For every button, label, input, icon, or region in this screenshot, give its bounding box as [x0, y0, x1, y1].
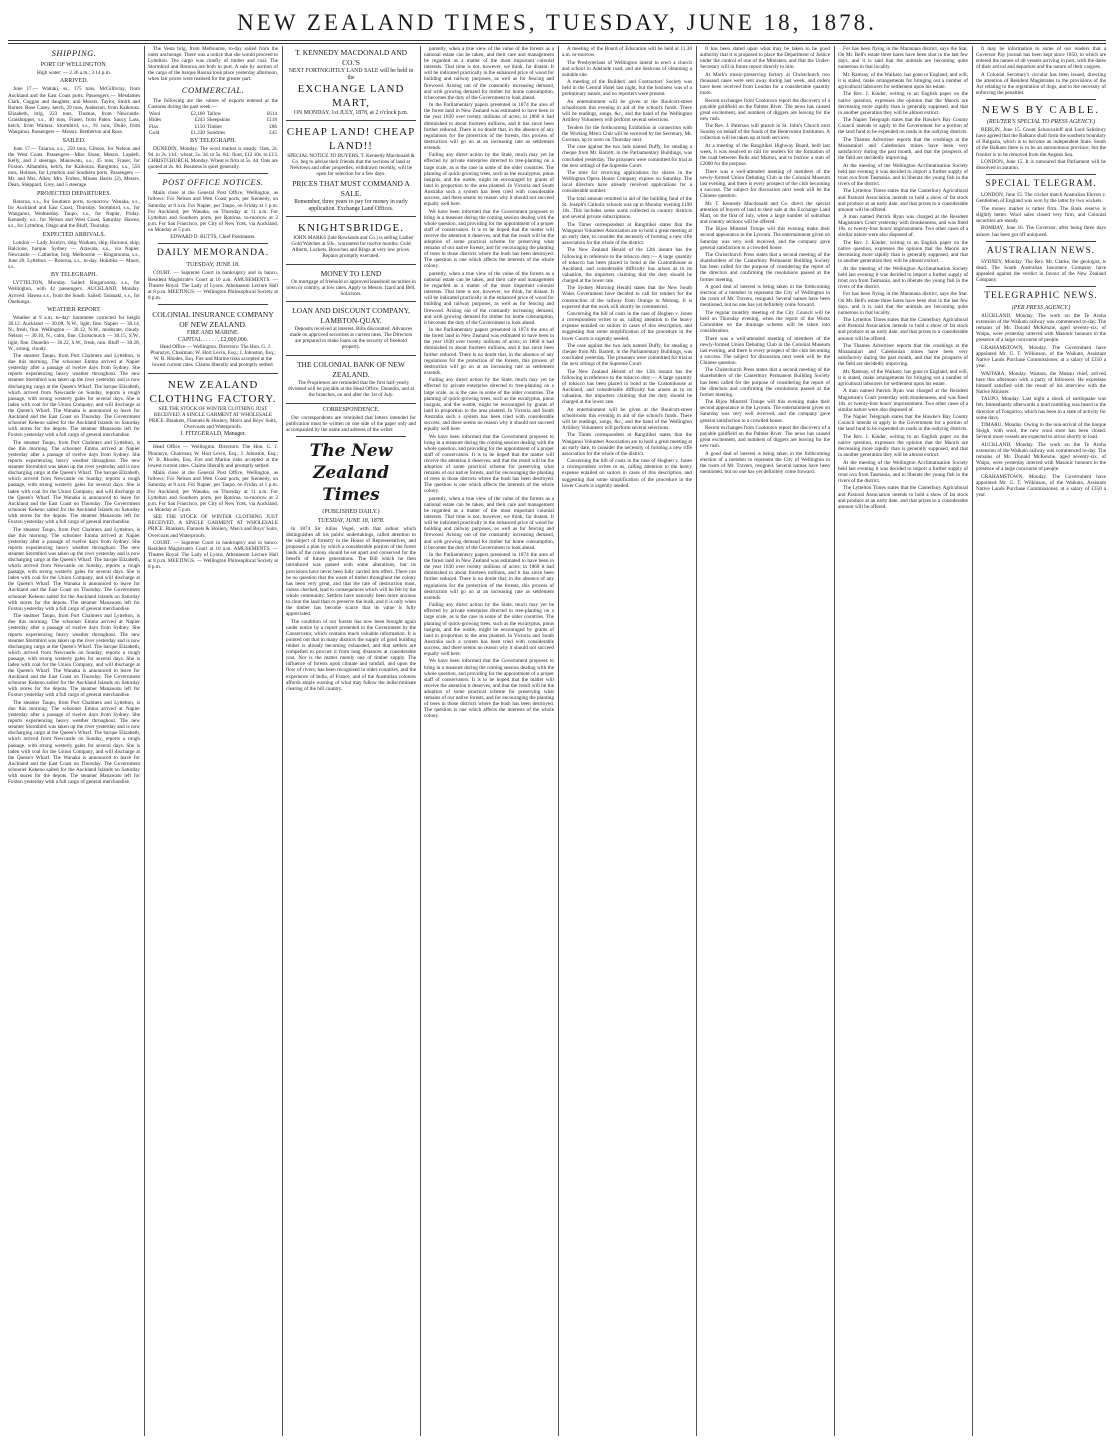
editorial-text: In 1874 Sir Julius Vogel, with that ardour which distinguishes all his public undertakings, called attention to the subject of forestry in the House of Representatives, and proposed a plan by which a considerable portion of the forest lands of the colony should be set apart and conserved for the benefit of future generations. The Bill which he then introduced was passed with some alterations, but its provisions have never been fully carried into effect. There can be no question that the waste of timber throughout the colony has been very great, and that the rate of destruction must, unless checked, lead to consequences which will be felt by the whole community. Settlers have naturally been more anxious to clear the land than to preserve the bush, and it is only when the timber has become scarce that its value is fully appreciated. [286, 525, 416, 618]
news-item: Mr. Ramsay, of the Waikato, has gone to England, and will, it is stated, make arrangements for bringing out a number of agricultural labourers for settlement upon his estate. [838, 71, 968, 90]
news-item: The Bijou Minstrel Troupe will this evening make their second appearance in the Lyceum. The entertainment given on Saturday was very well received, and the company gave general satisfaction to a crowded house. [700, 399, 830, 424]
weather-text: Weather at 9 a.m. to-day: barometer corrected for height 30.12. Auckland — 30.08, N.W., light, fine. Napier — 30.14, N., fresh, fine. Wellington — 30.12, N.W., moderate, cloudy. Nelson — 30.10, N., calm, fine. Christchurch — 30.15, S.W., light, fine. Dunedin — 30.22, S.W., fresh, rain. Bluff — 30.28, W., strong, cloudy. [8, 315, 140, 352]
telegraphic-item: WAITARA, Monday. Waitara, the Mokau chief, arrived here this afternoon with a party of followers. He expresses himself satisfied with the result of his interview with the Native Minister. [976, 370, 1106, 395]
advertisement-loan-discount [286, 304, 416, 356]
ad-title: MONEY TO LEND [320, 268, 382, 278]
column-editorial [424, 46, 554, 1436]
exports-cell: £1,230 [190, 129, 205, 136]
ad-title: KNIGHTSBRIDGE. [298, 221, 404, 234]
ad-title: T. KENNEDY MACDONALD AND CO.'S [294, 48, 408, 67]
column-local-news-2 [700, 46, 830, 1436]
shipping-continued: The Vesta brig, from Melbourne, to-day sailed from the outer anchorage. There was a notice that she would proceed to Lyttelton. The cargo was chiefly of timber and coal. The Stormbird and Rotorua are both in port. A sale by auction of the cargo of the barque Rosina took place yesterday afternoon, when fair prices were realised for the greater part. [148, 46, 278, 83]
news-item: Tenders for the forthcoming Exhibition in connection with the Working Men's Club will be received by the Secretary, Mr. Gorman, up to noon on Thursday next. [562, 124, 692, 143]
news-item: The New Zealand Herald of the 12th instant has the following in reference to the tobacco duty:— A large quantity of tobacco has been placed in bond at the Customhouse at Auckland, and considerable difficulty has arisen as to its valuation, the importers claiming that the duty should be charged at the lower rate. [562, 247, 692, 284]
ad-title: COLONIAL INSURANCE COMPANY OF NEW ZEALAND. [152, 309, 274, 329]
shipping-body: The steamer Taupo, from Port Chalmers and Lyttelton, is due this morning. The schooner Emma arrived at Napier yesterday after a passage of twelve days from Sydney. She reports experiencing heavy weather throughout. The new steamer Stormbird was taken up the river yesterday and is now discharging cargo at the Queen's Wharf. The barque Elizabeth, which arrived from Newcastle on Sunday, reports a rough passage, with strong westerly gales for several days. She is laden with coal for the Union Company, and will discharge at the Queen's Wharf. The Wanaka is announced to leave for Auckland and the East Coast on Thursday. The Government schooner Kekeno sailed for the Auckland Islands on Saturday with stores for the depots. The steamer Manawatu left for Foxton yesterday with a full cargo of general merchandise. [8, 353, 140, 439]
weather-heading: WEATHER REPORT. [47, 307, 101, 314]
news-item: Concerning the bill of costs in the case of Hogben v. Jones a correspondent writes to us, calling attention to the heavy expense entailed on suitors in cases of this description, and suggesting that some simplification of the procedure in the lower Courts is urgently needed. [562, 458, 692, 489]
news-item: A good deal of interest is being taken in the forthcoming election of a member to represent the City of Wellington in the room of Mr. Travers, resigned. Several names have been mentioned, but no one has yet definitely come forward. [700, 283, 830, 309]
column-advertisements [286, 46, 416, 1436]
news-item: The Thames Advertiser reports that the crushings at the Moanataiari and Caledonian mines have been very satisfactory during the past month, and that the prospects of the field are decidedly improving. [838, 343, 968, 368]
australian-news-item: SYDNEY, Monday. The Rev. Mr. Clarke, the geologist, is dead. The South Australian Insurance Company have appealed against the verdict in favour of the New Zealand Company. [976, 258, 1106, 283]
cable-news-subtitle: (REUTER'S SPECIAL TO PRESS AGENCY.) [986, 119, 1096, 126]
ad-body: SPECIAL NOTICE TO BUYERS. T. Kennedy Macdonald & Co. beg to advise their friends that the sections of land at Newtown and other properties, withdrawn recently, will be open for selection for a few days. [287, 153, 415, 178]
ad-date: ON MONDAY, 1st JULY, 1878, at 2 o'clock p.m. [293, 110, 409, 116]
editorial-paragraph: We have been informed that the Government proposes to bring in a measure during the coming session dealing with the whole question, and providing for the appointment of a proper staff of conservators. It is to be hoped that the matter will receive the attention it deserves, and that the result will be the adoption of some practical scheme for preserving what remains of our native forests, and for encouraging the planting of trees in those districts where the bush has been destroyed. The question is one which affects the interests of the whole colony. [424, 208, 554, 270]
news-item: For has been flying in the Matanana district, says the Star. On Mr. Bell's estate three hares have been shot in the last few days, and it is said that the animals are becoming quite numerous in that locality. [838, 291, 968, 316]
column-local-news-1 [562, 46, 692, 1436]
section-heading-commercial: COMMERCIAL. [181, 84, 245, 95]
advertisement-money-to-lend [286, 267, 416, 303]
editorial-paragraph: parently, when a true view of the value of the forests as a national estate can be taken, and their care and management be regarded as a matter of the most important colonial interests. That time is not, however, we think, far distant. It will be indicated practically in the enhanced price of wood for building and railway purposes, as well as for fencing and firewood. Arising out of the constantly increasing demand, and with growing demand for timber for home consumption, it becomes the duty of the Government to look ahead. [424, 46, 554, 101]
exports-cell: £118 [266, 117, 277, 124]
special-telegram-item: BOMBAY, June 16. The Governor, after being three days ashore, has been got off uninjured. [976, 225, 1106, 238]
news-item: The case against the two lads named Duffy, for stealing a cheque from Mr. Barrett, in the Parliamentary Buildings, was concluded yesterday. The prisoners were committed for trial at the next sittings of the Supreme Court. [562, 144, 692, 169]
section-heading-shipping: SHIPPING. [51, 48, 97, 58]
news-item: There was a well-attended meeting of members of the newly-formed Union Debating Club in the Colonial Museum last evening, and there is every prospect of the club becoming a success. The subject for discussion next week will be the Chinese question. [700, 335, 830, 366]
exports-cell: Tallow [206, 111, 222, 118]
news-item: The regular monthly meeting of the City Council will be held on Thursday evening, when the report of the Works Committee on the drainage scheme will be taken into consideration. [700, 309, 830, 335]
exports-cell: £614 [266, 111, 277, 118]
news-item: The Presbyterians of Wellington intend to erect a church and school in Adelaide road, and are desirous of obtaining a suitable site. [562, 59, 692, 78]
section-heading-cable-news: NEWS BY CABLE. [981, 104, 1101, 117]
ad-title: THE COLONIAL BANK OF NEW ZEALAND. [296, 359, 406, 379]
ad-title: NEW ZEALAND CLOTHING FACTORY. [149, 378, 277, 405]
news-item: The case against the two lads named Duffy, for stealing a cheque from Mr. Barrett, in the Parliamentary Buildings, was concluded yesterday. The prisoners were committed for trial at the next sittings of the Supreme Court. [562, 343, 692, 368]
telegraphic-item: GRAHAMSTOWN, Monday. The Government have appointed Mr. G. T. Wilkinson, of the Waikato, Assistant Native Lands Purchase Commissioner, at a salary of £350 a year. [976, 344, 1106, 370]
column-filler: Mails close at the General Post Office, Wellington, as follows: For Nelson and West Coast ports, per Kennedy, on Saturday at 9 a.m. For Napier, per Taupo, on Friday at 1 p.m. For Auckland, per Wanaka, on Thursday at 11 a.m. For Lyttelton and Southern ports, per Rotorua, to-morrow at 2 p.m. For San Francisco, per City of New York, via Auckland, on Monday at 5 p.m. [148, 470, 278, 513]
advertisement-colonial-bank [286, 358, 416, 404]
news-item: An entertainment will be given at the Boulcott-street schoolroom this evening in aid of the school's funds. There will be readings, songs, &c., and the band of the Wellington Artillery Volunteers will perform several selections. [562, 98, 692, 124]
ad-body: JOHN MARKS (late Rowlands and Co.) is selling Ladies' Gold Watches at 50s., warranted for twelve months. Gold Alberts, Lockets, Brooches and Rings at very low prices. Repairs promptly executed. [291, 234, 414, 260]
news-item: The Bijou Minstrel Troupe will this evening make their second appearance in the Lyceum. The entertainment given on Saturday was very well received, and the company gave general satisfaction to a crowded house. [700, 226, 830, 251]
editorial-paragraph: Failing any direct action by the State, much may yet be effected by private enterprise directed to tree-planting on a large scale, as is the case in some of the older countries. The planting of quick-growing trees, such as the eucalyptus, pinus insignis, and the wattle, might be encouraged by grants of land in proportion to the area planted. In Victoria and South Australia such a system has been tried with considerable success, and there seems no reason why it should not succeed equally well here. [424, 602, 554, 657]
news-item: Recent exchanges from Cooktown report the discovery of a payable goldfield on the Palmer River. The news has caused great excitement, and numbers of diggers are leaving for the new rush. [700, 425, 830, 450]
telegraphic-item: GRAHAMSTOWN, Monday. The Government have appointed Mr. G. T. Wilkinson, of the Waikato, Assistant Native Lands Purchase Commissioner, at a salary of £350 a year. [976, 473, 1106, 498]
news-item: At Mark's music-preserving factory at Christchurch two thousand cases were sent away during last week, and orders have been received from London for a considerable quantity more. [700, 71, 830, 97]
advertisement-clothing-factory [148, 376, 278, 443]
shipping-body: The steamer Taupo, from Port Chalmers and Lyttelton, is due this morning. The schooner Emma arrived at Napier yesterday after a passage of twelve days from Sydney. She reports experiencing heavy weather throughout. The new steamer Stormbird was taken up the river yesterday and is now discharging cargo at the Queen's Wharf. The barque Elizabeth, which arrived from Newcastle on Sunday, reports a rough passage, with strong westerly gales for several days. She is laden with coal for the Union Company, and will discharge at the Queen's Wharf. The Wanaka is announced to leave for Auckland and the East Coast on Thursday. The Government schooner Kekeno sailed for the Auckland Islands on Saturday with stores for the depots. The steamer Manawatu left for Foxton yesterday with a full cargo of general merchandise. [8, 526, 140, 612]
exports-cell: £45 [269, 129, 277, 136]
exports-cell: Wool [149, 111, 161, 118]
shipping-body: The steamer Taupo, from Port Chalmers and Lyttelton, is due this morning. The schooner Emma arrived at Napier yesterday after a passage of twelve days from Sydney. She reports experiencing heavy weather throughout. The new steamer Stormbird was taken up the river yesterday and is now discharging cargo at the Queen's Wharf. The barque Elizabeth, which arrived from Newcastle on Sunday, reports a rough passage, with strong westerly gales for several days. She is laden with coal for the Union Company, and will discharge at the Queen's Wharf. The Wanaka is announced to leave for Auckland and the East Coast on Thursday. The Government schooner Kekeno sailed for the Auckland Islands on Saturday with stores for the depots. The steamer Manawatu left for Foxton yesterday with a full cargo of general merchandise. [8, 613, 140, 699]
correspondence-text: Our correspondents are reminded that letters intended for publication must be written on one side of the paper only and accompanied by the name and address of the writer. [286, 414, 416, 433]
column-rule [144, 46, 145, 1436]
memoranda-date: TUESDAY, JUNE 18. [186, 262, 240, 269]
expected-text: London — Lady Jocelyn, ship; Waikato, ship; Hurunui, ship; Halcione, barque. Sydney — Arawata, s.s., via Napier. Newcastle — Catherine, brig. Melbourne — Ringarooma, s.s., June 20. Lyttelton — Rotorua, s.s., to-day. Hokitika — Maori, s.s. [8, 239, 140, 270]
editorial-paragraph: parently, when a true view of the value of the forests as a national estate can be taken, and their care and management be regarded as a matter of the most important colonial interests. That time is not, however, we think, far distant. It will be indicated practically in the enhanced price of wood for building and railway purposes, as well as for fencing and firewood. Arising out of the constantly increasing demand, and with growing demand for timber for home consumption, it becomes the duty of the Government to look ahead. [424, 495, 554, 551]
news-item: For has been flying in the Matanana district, says the Star. On Mr. Bell's estate three hares have been shot in the last few days, and it is said that the animals are becoming quite numerous in that locality. [838, 46, 968, 71]
advertisement-colonial-insurance [148, 308, 278, 374]
by-telegraph-text: LYTTELTON, Monday. Sailed: Ringarooma, s.s., for Wellington, with 42 passengers. AUCKLAND, Monday. Arrived: Hawea s.s., from the South. Sailed: Taranaki, s.s., for Onehunga. [8, 280, 140, 305]
editorial-paragraph: We have been informed that the Government proposes to bring in a measure during the coming session dealing with the whole question, and providing for the appointment of a proper staff of conservators. It is to be hoped that the matter will receive the attention it deserves, and that the result will be the adoption of some practical scheme for preserving what remains of our native forests, and for encouraging the planting of trees in those districts where the bush has been destroyed. The question is one which affects the interests of the whole colony. [424, 433, 554, 495]
news-item: The Lyttelton Times states that the Canterbury Agricultural and Pastoral Association intends to hold a show of fat stock and produce at an early date, and that prizes to a considerable amount will be offered. [838, 317, 968, 342]
ad-capital: CAPITAL . . . . . . £2,000,000. [177, 336, 249, 343]
editorial-paragraph: parently, when a true view of the value of the forests as a national estate can be taken, and their care and management be regarded as a matter of the most important colonial interests. That time is not, however, we think, far distant. It will be indicated practically in the enhanced price of wood for building and railway purposes, as well as for fencing and firewood. Arising out of the constantly increasing demand, and with growing demand for timber for home consumption, it becomes the duty of the Government to look ahead. [424, 270, 554, 326]
cable-item: BERLIN, June 15. Count Schouvaloff and Lord Salisbury have agreed that the Balkans shall form the southern boundary of Bulgaria, which is to become an independent State. South of the Balkans there is to be an autonomous province, but the frontier is to be removed from the Aegean Sea. [976, 127, 1106, 158]
shipping-body: The steamer Taupo, from Port Chalmers and Lyttelton, is due this morning. The schooner Emma arrived at Napier yesterday after a passage of twelve days from Sydney. She reports experiencing heavy weather throughout. The new steamer Stormbird was taken up the river yesterday and is now discharging cargo at the Queen's Wharf. The barque Elizabeth, which arrived from Newcastle on Sunday, reports a rough passage, with strong westerly gales for several days. She is laden with coal for the Union Company, and will discharge at the Queen's Wharf. The Wanaka is announced to leave for Auckland and the East Coast on Thursday. The Government schooner Kekeno sailed for the Auckland Islands on Saturday with stores for the depots. The steamer Manawatu left for Foxton yesterday with a full cargo of general merchandise. [8, 439, 140, 526]
ad-tail: Remember, three years to pay for money in early application. Exchange Land Offices. [294, 198, 408, 212]
advertisement-cheap-land [286, 123, 416, 217]
news-item: It has been stated upon what may be taken to be good authority that it is proposed to place the Department of Justice under the control of one of the Ministers, and that the Under-Secretary will in future report directly to him. [700, 46, 830, 71]
telegraphic-item: AUCKLAND, Monday. The work on the Te Aroha extension of the Waikato railway was commenced to-day. The remains of Mr. Donald McKenzie, aged seventy-six, of Waipu, were yesterday interred with Masonic honours in the presence of a large concourse of people. [976, 441, 1106, 473]
advertisement-knightsbridge [286, 219, 416, 265]
news-item: The Times correspondent at Rangitikei states that the Wanganui Volunteer Association are to hold a great meeting at an early date, to consider the necessity of forming a new rifle association for the whole of the district. [562, 221, 692, 246]
exports-cell: £243 [194, 117, 205, 124]
exports-cell: £2,160 [190, 111, 205, 118]
news-item: A meeting of the Board of Education will be held at 11.30 a.m. to-morrow. [562, 46, 692, 59]
special-telegram-item: LONDON, June 15. The cricket match Australian Eleven v. Gentlemen of England was won by the latter by two wickets. [976, 192, 1106, 205]
exports-cell: Sundries [206, 129, 226, 136]
news-item: The Napier Telegraph states that the Hawke's Bay County Council intends to apply to the Government for a portion of the land fund to be expended on roads in the outlying districts. [838, 414, 968, 433]
projected-heading: PROJECTED DEPARTURES. [36, 190, 112, 197]
section-heading-post-office: POST OFFICE NOTICES. [162, 177, 264, 188]
masthead-rule-bottom [8, 43, 1106, 44]
section-heading-memoranda: DAILY MEMORANDA. [156, 248, 270, 259]
news-item: Mr. Ramsay, of the Waikato, has gone to England, and will, it is stated, make arrangements for bringing out a number of agricultural labourers for settlement upon his estate. [838, 368, 968, 387]
ad-subtitle: NEXT FORTNIGHTLY LAND SALE will be held in the [288, 68, 414, 81]
section-heading-telegraphic-news: TELEGRAPHIC NEWS. [984, 291, 1098, 301]
news-item: At the meeting of the Wellington Acclimatisation Society held last evening it was decided to import a further supply of trout ova from Tasmania, and to liberate the young fish in the rivers of the district. [838, 162, 968, 187]
column-filler: COURT. — Supreme Court in bankruptcy and in banco. Resident Magistrate's Court at 10 a.m. AMUSEMENTS. — Theatre Royal: The Lady of Lyons. Athenaeum Lecture Hall at 8 p.m. MEETINGS. — Wellington Philosophical Society at 8 p.m. [148, 540, 278, 571]
exports-table [148, 111, 278, 136]
news-item: The Lyttelton Times states that the Canterbury Agricultural and Pastoral Association intends to hold a show of fat stock and produce at an early date, and that prizes to a considerable amount will be offered. [838, 485, 968, 510]
ad-title: CHEAP LAND! CHEAP LAND!! [286, 126, 416, 152]
news-item: The Lyttelton Times states that the Canterbury Agricultural and Pastoral Association intends to hold a show of fat stock and produce at an early date, and that prizes to a considerable amount will be offered. [838, 188, 968, 213]
masthead-rule-top [8, 40, 1106, 41]
commercial-telegraph-text: DUNEDIN, Monday. The wool market is steady. Oats, 2s. 9d. to 2s. 11d.; wheat, 5s. 3d. to 5s. 6d.; flour, £12 10s. to £13. CHRISTCHURCH, Monday. Wheat is firm at 5s. 4d. Oats are quoted at 2s. 8d. Business is quiet generally. [148, 145, 278, 171]
news-item: The Thames Advertiser reports that the crushings at the Moanataiari and Caledonian mines have been very satisfactory during the past month, and that the prospects of the field are decidedly improving. [838, 136, 968, 162]
news-item: An entertainment will be given at the Boulcott-street schoolroom this evening in aid of the school's funds. There will be readings, songs, &c., and the band of the Wellington Artillery Volunteers will perform several selections. [562, 406, 692, 431]
paper-date-line: TUESDAY, JUNE 18, 1878. [317, 517, 385, 524]
post-office-signature: EDWARD D. BUTTS, Chief Postmaster. [170, 234, 256, 241]
section-heading-australian-news: AUSTRALIAN NEWS. [986, 245, 1096, 256]
news-item: There was a well-attended meeting of members of the newly-formed Union Debating Club in the Colonial Museum last evening, and there is every prospect of the club becoming a success. The subject for discussion next week will be the Chinese question. [700, 168, 830, 200]
section-heading-special-telegram: SPECIAL TELEGRAM. [985, 179, 1097, 190]
arrived-heading: ARRIVED. [59, 78, 89, 85]
news-item: The Napier Telegraph states that the Hawke's Bay County Council intends to apply to the Government for a portion of the land fund to be expended on roads in the outlying districts. [838, 117, 968, 136]
news-item: At the meeting of the Wellington Acclimatisation Society held last evening it was decided to import a further supply of trout ova from Tasmania, and to liberate the young fish in the rivers of the district. [838, 265, 968, 290]
port-heading: PORT OF WELLINGTON. [40, 62, 108, 68]
correspondence-heading: CORRESPONDENCE. [322, 406, 380, 413]
editorial-paragraph: In the Parliamentary papers presented in 1874 the area of the forest land in New Zealand was estimated to have been in the year 1830 over twenty millions of acres; in 1868 it had diminished to about fourteen millions, and it has since been further reduced. There is no doubt that, in the absence of any regulations for the protection of the forests, this process of destruction will go on at an increasing rate as settlement extends. [424, 102, 554, 151]
news-item: The Rev. J. Kinder, writing to an English paper on the native question, expresses the opinion that the Maoris are decreasing more rapidly than is generally supposed, and that in another generation they will be almost extinct. [838, 433, 968, 459]
exports-cell: Gold [149, 129, 160, 136]
news-item: The Christchurch Press states that a second meeting of the shareholders of the Canterbury Permanent Building Society has been called for the purpose of considering the report of the directors and confirming the resolutions passed at the former meeting. [700, 252, 830, 283]
telegraphic-item: TAUPO, Monday. Last night a shock of earthquake was felt. Immediately afterwards a loud rumbling was heard in the direction of Tongariro, which has been in a state of activity for some days. [976, 396, 1106, 421]
news-item: Concerning the bill of costs in the case of Hogben v. Jones a correspondent writes to us, calling attention to the heavy expense entailed on suitors in cases of this description, and suggesting that some simplification of the procedure in the lower Courts is urgently needed. [562, 311, 692, 342]
news-item: Mr. T. Kennedy Macdonald and Co. direct the special attention of buyers of land to their sale at the Exchange Land Mart, on the first of July, when a large number of suburban and country sections will be offered. [700, 200, 830, 225]
shipping-body: The steamer Taupo, from Port Chalmers and Lyttelton, is due this morning. The schooner Emma arrived at Napier yesterday after a passage of twelve days from Sydney. She reports experiencing heavy weather throughout. The new steamer Stormbird was taken up the river yesterday and is now discharging cargo at the Queen's Wharf. The barque Elizabeth, which arrived from Newcastle on Sunday, reports a rough passage, with strong westerly gales for several days. She is laden with coal for the Union Company, and will discharge at the Queen's Wharf. The Wanaka is announced to leave for Auckland and the East Coast on Thursday. The Government schooner Kekeno sailed for the Auckland Islands on Saturday with stores for the depots. The steamer Manawatu left for Foxton yesterday with a full cargo of general merchandise. [8, 699, 140, 786]
ad-body: SEE THE STOCK OF WINTER CLOTHING JUST RECEIVED. A SINGLE GARMENT AT WHOLESALE PRICE. Blankets, Flannels & Hosiery, Men's and Boys' Suits, Overcoats and Waterproofs. [148, 405, 278, 430]
news-item: The time for receiving applications for shares in the Wellington Opera House Company expires on Saturday. The local directors have already received applications for a considerable number. [562, 170, 692, 195]
news-item: The Rev. J. Paterson will preach in St. John's Church next Sunday on behalf of the funds of the Benevolent Institution. A collection will be taken up at both services. [700, 123, 830, 142]
editorial-paragraph: In the Parliamentary papers presented in 1874 the area of the forest land in New Zealand was estimated to have been in the year 1830 over twenty millions of acres; in 1868 it had diminished to about fourteen millions, and it has since been further reduced. There is no doubt that, in the absence of any regulations for the protection of the forests, this process of destruction will go on at an increasing rate as settlement extends. [424, 327, 554, 376]
tide-line: High water: — 2.36 a.m.; 3.14 p.m. [36, 70, 112, 76]
exports-row [148, 130, 278, 136]
editorial-text: The condition of our forests has now been brought again under notice by a report presented to the Government by the Conservator, which contains much valuable information. It is pointed out that in many districts the supply of good building timber is already becoming exhausted, and that settlers are compelled to procure it from long distances at considerable cost. Nor is the matter merely one of timber supply. The influence of forests upon climate and rainfall, and upon the flow of rivers, has been recognised in older countries, and the experience of India, of France, and of the Australian colonies affords ample warning of what may follow the indiscriminate clearing of the hill country. [286, 618, 416, 692]
sailed-heading: SAILED. [62, 137, 86, 144]
news-item: A meeting of the Builders' and Contractors' Society was held in the Central Hotel last night, but the business was of a preliminary nature, and no reporters were present. [562, 79, 692, 98]
news-item: The New Zealand Herald of the 12th instant has the following in reference to the tobacco duty:— A large quantity of tobacco has been placed in bond at the Customhouse at Auckland, and considerable difficulty has arisen as to its valuation, the importers claiming that the duty should be charged at the lower rate. [562, 368, 692, 406]
editorial-paragraph: We have been informed that the Government proposes to bring in a measure during the coming session dealing with the whole question, and providing for the appointment of a proper staff of conservators. It is to be hoped that the matter will receive the attention it deserves, and that the result will be the adoption of some practical scheme for preserving what remains of our native forests, and for encouraging the planting of trees in those districts where the bush has been destroyed. The question is one which affects the interests of the whole colony. [424, 658, 554, 720]
projected-text: Rotorua, s.s., for Southern ports, to-morrow. Wanaka, s.s., for Auckland and East Coast, Thursday. Stormbird, s.s., for Wanganui, Wednesday. Taupo, s.s., for Napier, Friday. Kennedy, s.s., for Nelson and West Coast, Saturday. Hawea, s.s., for Lyttelton, Otago and the Bluff, Thursday. [8, 198, 140, 230]
column-local-news-3 [838, 46, 968, 1436]
paper-subtitle: (PUBLISHED DAILY.) [322, 508, 380, 515]
masthead: NEW ZEALAND TIMES, TUESDAY, JUNE 18, 1878. [237, 10, 877, 35]
post-office-text: Mails close at the General Post Office, Wellington, as follows: For Nelson and West Coast ports, per Kennedy, on Saturday at 9 a.m. For Napier, per Taupo, on Friday at 1 p.m. For Auckland, per Wanaka, on Thursday at 11 a.m. For Lyttelton and Southern ports, per Rotorua, to-morrow at 2 p.m. For San Francisco, per City of New York, via Auckland, on Monday at 5 p.m. [148, 190, 278, 233]
arrived-text: June 17.— Waitaki, ss., 175 tons, McGillivray, from Auckland and the East Coast ports. Passengers — Mesdames Clark, Coggan and daughter, and Messrs. Taylor, Smith and Burnet. Rose Casey, ketch, 39 tons, Anderson, from Kaikoura. Elizabeth, brig, 223 tons, Thomas, from Newcastle. Grasshopper, s.s., 40 tons, Fraser, from Patea. Saucy Lass, ketch, from Waitara. Stormbird, s.s., 91 tons, Doile, from Wanganui. Passengers — Messrs. Bretherton and Ross. [8, 86, 140, 136]
commercial-telegraph-heading: BY TELEGRAPH. [189, 137, 236, 144]
column-shipping [8, 46, 140, 1436]
news-item: The total amount remitted in aid of the building fund of the St. Joseph's Catholic schools was up to Monday evening £190 10s. This includes some sums collected in country districts and several private subscriptions. [562, 195, 692, 221]
news-item: At the meeting of the Wellington Acclimatisation Society held last evening it was decided to import a further supply of trout ova from Tasmania, and to liberate the young fish in the rivers of the district. [838, 459, 968, 484]
column-commercial [148, 46, 278, 1436]
exports-cell: £86 [269, 123, 277, 130]
column-rule [420, 46, 421, 1436]
ad-subtitle: FIRE AND MARINE. [186, 329, 239, 336]
ad-body: Deposits received at interest. Bills discounted. Advances made on approved securities at current rates. The Directors are prepared to make loans on the security of freehold property. [289, 326, 413, 351]
by-telegraph-heading: BY TELEGRAPH. [50, 272, 97, 279]
news-item: It may be information to some of our readers that a Governor Pay journal has been kept since 1850, in which are entered the names of all vessels arriving in port, with the dates of their arrival and departure and the nature of their cargoes. [976, 46, 1106, 71]
telegraphic-news-subtitle: (PER PRESS AGENCY.) [1011, 305, 1071, 311]
ad-headline: PRICES THAT MUST COMMAND A SALE. [292, 178, 410, 198]
expected-heading: EXPECTED ARRIVALS. [42, 231, 106, 238]
telegraphic-item: AUCKLAND, Monday. The work on the Te Aroha extension of the Waikato railway was commenced to-day. The remains of Mr. Donald McKenzie, aged seventy-six, of Waipu, were yesterday interred with Masonic honours in the presence of a large concourse of people. [976, 313, 1106, 344]
editorial-paragraph: Failing any direct action by the State, much may yet be effected by private enterprise directed to tree-planting on a large scale, as is the case in some of the older countries. The planting of quick-growing trees, such as the eucalyptus, pinus insignis, and the wattle, might be encouraged by grants of land in proportion to the area planted. In Victoria and South Australia such a system has been tried with considerable success, and there seems no reason why it should not succeed equally well here. [424, 377, 554, 433]
ad-title: LOAN AND DISCOUNT COMPANY, LAMBTON-QUAY. [292, 306, 410, 326]
exports-cell: Flax [149, 123, 159, 130]
news-item: A man named Patrick Ryan was charged at the Resident Magistrate's Court yesterday with drunkenness, and was fined 10s. or twenty-four hours' imprisonment. Two other cases of a similar nature were also disposed of. [838, 214, 968, 239]
column-rule [558, 46, 559, 1436]
column-rule [696, 46, 697, 1436]
news-item: The Christchurch Press states that a second meeting of the shareholders of the Canterbury Permanent Building Society has been called for the purpose of considering the report of the directors and confirming the resolutions passed at the former meeting. [700, 367, 830, 398]
ad-body: The Proprietors are reminded that the first half-yearly dividend will be payable at the Head Office, Dunedin, and at the branches, on and after the 1st of July. [287, 379, 415, 399]
news-item: A good deal of interest is being taken in the forthcoming election of a member to represent the City of Wellington in the room of Mr. Travers, resigned. Several names have been mentioned, but no one has yet definitely come forward. [700, 450, 830, 476]
ad-body: On mortgage of freehold or approved leasehold securities in town or country, at low rates. Apply to Messrs. Izard and Bell, Solicitors. [286, 278, 416, 297]
special-telegram-item: The money market is rather firm. The Bank reserve is slightly better. Wool sales closed very firm, and Colonial securities are steady. [976, 205, 1106, 224]
memoranda-text: COURT. — Supreme Court in bankruptcy and in banco. Resident Magistrate's Court at 10 a.m. AMUSEMENTS. — Theatre Royal: The Lady of Lyons. Athenaeum Lecture Hall at 8 p.m. MEETINGS. — Wellington Philosophical Society at 8 p.m. [148, 270, 278, 301]
news-item: The Times correspondent at Rangitikei states that the Wanganui Volunteer Association are to hold a great meeting at an early date, to consider the necessity of forming a new rifle association for the whole of the district. [562, 432, 692, 457]
exports-cell: £150 [194, 123, 205, 130]
column-rule [972, 46, 973, 1436]
news-item: The Rev. J. Kinder, writing to an English paper on the native question, expresses the opinion that the Maoris are decreasing more rapidly than is generally supposed, and that in another generation they will be almost extinct. [838, 91, 968, 116]
exports-cell: Sheepskins [206, 117, 231, 124]
cable-item: LONDON, June 15. It is rumoured that Parliament will be dissolved in autumn. [976, 159, 1106, 172]
news-item: At a meeting of the Rangitikei Highway Board, held last week, it was resolved to call for tenders for the formation of the road between Bulls and Marton, and to borrow a sum of £2000 for the purpose. [700, 142, 830, 168]
news-item: A Colonial Secretary's circular has been issued, directing the attention of Resident Magistrates to the provisions of the Act relating to the registration of dogs, and to the necessity of enforcing the penalties. [976, 71, 1106, 97]
ad-body: Head Office — Wellington. Directors: The Hon. G. J. Pharazyn, Chairman; W. Hort Levin, Esq.; J. Johnston, Esq.; W. B. Rhodes, Esq. Fire and Marine risks accepted at the lowest current rates. Claims liberally and promptly settled. [150, 343, 276, 369]
column-filler: Head Office — Wellington. Directors: The Hon. G. J. Pharazyn, Chairman; W. Hort Levin, Esq.; J. Johnston, Esq.; W. B. Rhodes, Esq. Fire and Marine risks accepted at the lowest current rates. Claims liberally and promptly settled. [148, 444, 278, 469]
ad-signature: J. FITZGERALD, Manager. [180, 431, 246, 438]
sailed-text: June 17.— Taiaroa, s.s., 250 tons, Gibson, for Nelson and the West Coast. Passengers—Miss Sloan, Messrs. Lopdell, Kelly, and 2 steerage. Manawatu, s.s., 45 tons, Fraser, for Foxton. Alhambra, ketch, for Kaikoura. Rangitoto, s.s., 556 tons, Holmes, for Lyttelton and Southern ports. Passengers — Mr. and Mrs. Allen, Mrs. Forbes, Misses Harris (2), Messrs. Dean, Sheppard, Grey, and 5 steerage. [8, 145, 140, 189]
commercial-intro: The following are the values of exports entered at the Customs during the past week:— [148, 97, 278, 110]
column-filler: SEE THE STOCK OF WINTER CLOTHING JUST RECEIVED. A SINGLE GARMENT AT WHOLESALE PRICE. Blankets, Flannels & Hosiery, Men's and Boys' Suits, Overcoats and Waterproofs. [148, 514, 278, 539]
news-item: Recent exchanges from Cooktown report the discovery of a payable goldfield on the Palmer River. The news has caused great excitement, and numbers of diggers are leaving for the new rush. [700, 97, 830, 122]
column-telegrams [976, 46, 1106, 1436]
news-item: A man named Patrick Ryan was charged at the Resident Magistrate's Court yesterday with drunkenness, and was fined 10s. or twenty-four hours' imprisonment. Two other cases of a similar nature were also disposed of. [838, 388, 968, 413]
exports-cell: Timber [206, 123, 223, 130]
exports-cell: Hides [149, 117, 162, 124]
editorial-paragraph: In the Parliamentary papers presented in 1874 the area of the forest land in New Zealand was estimated to have been in the year 1830 over twenty millions of acres; in 1868 it had diminished to about fourteen millions, and it has since been further reduced. There is no doubt that, in the absence of any regulations for the protection of the forests, this process of destruction will go on at an increasing rate as settlement extends. [424, 552, 554, 601]
paper-title: The New Zealand Times [309, 440, 393, 505]
news-item: The Sydney Morning Herald states that the New South Wales Government have decided to call for tenders for the construction of the railway from Orange to Molong. It is expected that the work will shortly be commenced. [562, 285, 692, 310]
column-rule [834, 46, 835, 1436]
column-rule [282, 46, 283, 1436]
editorial-paragraph: Failing any direct action by the State, much may yet be effected by private enterprise directed to tree-planting on a large scale, as is the case in some of the older countries. The planting of quick-growing trees, such as the eucalyptus, pinus insignis, and the wattle, might be encouraged by grants of land in proportion to the area planted. In Victoria and South Australia such a system has been tried with considerable success, and there seems no reason why it should not succeed equally well here. [424, 152, 554, 208]
telegraphic-item: TIMARU, Monday. Owing to the non-arrival of the barque Sleigh, with wool, the new wool store has been closed. Several more vessels are expected to arrive shortly to load. [976, 422, 1106, 441]
advertisement-land-sale [286, 46, 416, 121]
news-item: The Rev. J. Kinder, writing to an English paper on the native question, expresses the opinion that the Maoris are decreasing more rapidly than is generally supposed, and that in another generation they will be almost extinct. [838, 239, 968, 265]
ad-headline: EXCHANGE LAND MART, [297, 83, 405, 109]
